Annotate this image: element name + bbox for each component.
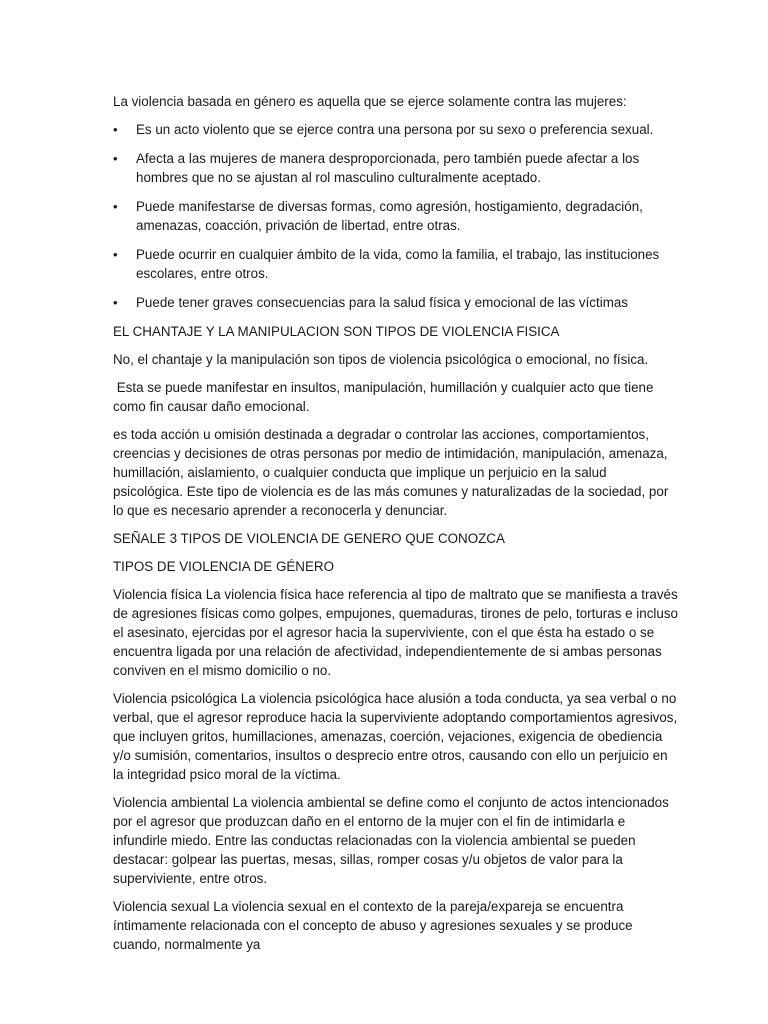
violencia-fisica-paragraph: Violencia física La violencia física hace referencia al tipo de maltrato que se manifiesta a través de agresiones físicas como golpes, empujones, quemaduras, tirones de pelo, torturas e incluso el asesinato, ejercidas por el agresor hacia la superviviente, con el que ésta ha estado o se encuentra ligada por una relación de afectividad, independientemente de si ambas personas conviven en el mismo domicilio o no. <box>113 587 678 678</box>
list-item <box>113 293 678 312</box>
characteristics-list <box>113 120 678 312</box>
definition-paragraph: es toda acción u omisión destinada a degradar o controlar las acciones, comportamientos, creencias y decisiones de otras personas por medio de intimidación, manipulación, amenaza, humillación, aislamiento, o cualquier conducta que implique un perjuicio en la salud psicológica. Este tipo de violencia es de las más comunes y naturalizadas de la sociedad, por lo que es necesario aprender a reconocerla y denunciar. <box>113 427 669 518</box>
heading-chantaje: EL CHANTAJE Y LA MANIPULACION SON TIPOS DE VIOLENCIA FISICA <box>113 324 560 339</box>
document-page <box>113 92 678 963</box>
violencia-sexual-paragraph: Violencia sexual La violencia sexual en el contexto de la pareja/expareja se encuentra íntimamente relacionada con el concepto de abuso y agresiones sexuales y se produce cuando, normalmente ya <box>113 899 633 952</box>
list-item-text: Afecta a las mujeres de manera desproporcionada, pero también puede afectar a los hombres que no se ajustan al rol masculino culturalmente aceptado. <box>136 151 640 185</box>
heading-senale: SEÑALE 3 TIPOS DE VIOLENCIA DE GENERO QUE CONOZCA <box>113 531 505 546</box>
list-item-text: Es un acto violento que se ejerce contra una persona por su sexo o preferencia sexual. <box>136 122 654 137</box>
bullet-icon: • <box>113 199 118 214</box>
bullet-icon: • <box>113 247 118 262</box>
list-item-text: Puede ocurrir en cualquier ámbito de la vida, como la familia, el trabajo, las instituciones escolares, entre otros. <box>136 247 660 281</box>
list-item-text: Puede tener graves consecuencias para la salud física y emocional de las víctimas <box>136 295 628 310</box>
bullet-icon: • <box>113 295 118 310</box>
list-item <box>113 149 678 187</box>
list-item <box>113 245 678 283</box>
list-item <box>113 120 678 139</box>
list-item <box>113 197 678 235</box>
manifest-paragraph: Esta se puede manifestar en insultos, manipulación, humillación y cualquier acto que tiene como fin causar daño emocional. <box>113 380 658 414</box>
intro-paragraph: La violencia basada en género es aquella que se ejerce solamente contra las mujeres: <box>113 94 627 109</box>
heading-tipos: TIPOS DE VIOLENCIA DE GÉNERO <box>113 559 334 574</box>
list-item-text: Puede manifestarse de diversas formas, como agresión, hostigamiento, degradación, amenazas, coacción, privación de libertad, entre otras. <box>136 199 643 233</box>
violencia-ambiental-paragraph: Violencia ambiental La violencia ambiental se define como el conjunto de actos intencionados por el agresor que produzcan daño en el entorno de la mujer con el fin de intimidarla e infundirle miedo. Entre las conductas relacionadas con la violencia ambiental se pueden destacar: golpear las puertas, mesas, sillas, romper cosas y/u objetos de valor para la superviviente, entre otros. <box>113 795 669 886</box>
bullet-icon: • <box>113 151 118 166</box>
answer-chantaje-paragraph: No, el chantaje y la manipulación son tipos de violencia psicológica o emocional, no física. <box>113 352 649 367</box>
violencia-psicologica-paragraph: Violencia psicológica La violencia psicológica hace alusión a toda conducta, ya sea verbal o no verbal, que el agresor reproduce hacia la superviviente adoptando comportamientos agresivos, que incluyen gritos, humillaciones, amenazas, coerción, vejaciones, exigencia de obediencia y/o sumisión, comentarios, insultos o desprecio entre otros, causando con ello un perjuicio en la integridad psico moral de la víctima. <box>113 691 678 782</box>
bullet-icon: • <box>113 122 118 137</box>
